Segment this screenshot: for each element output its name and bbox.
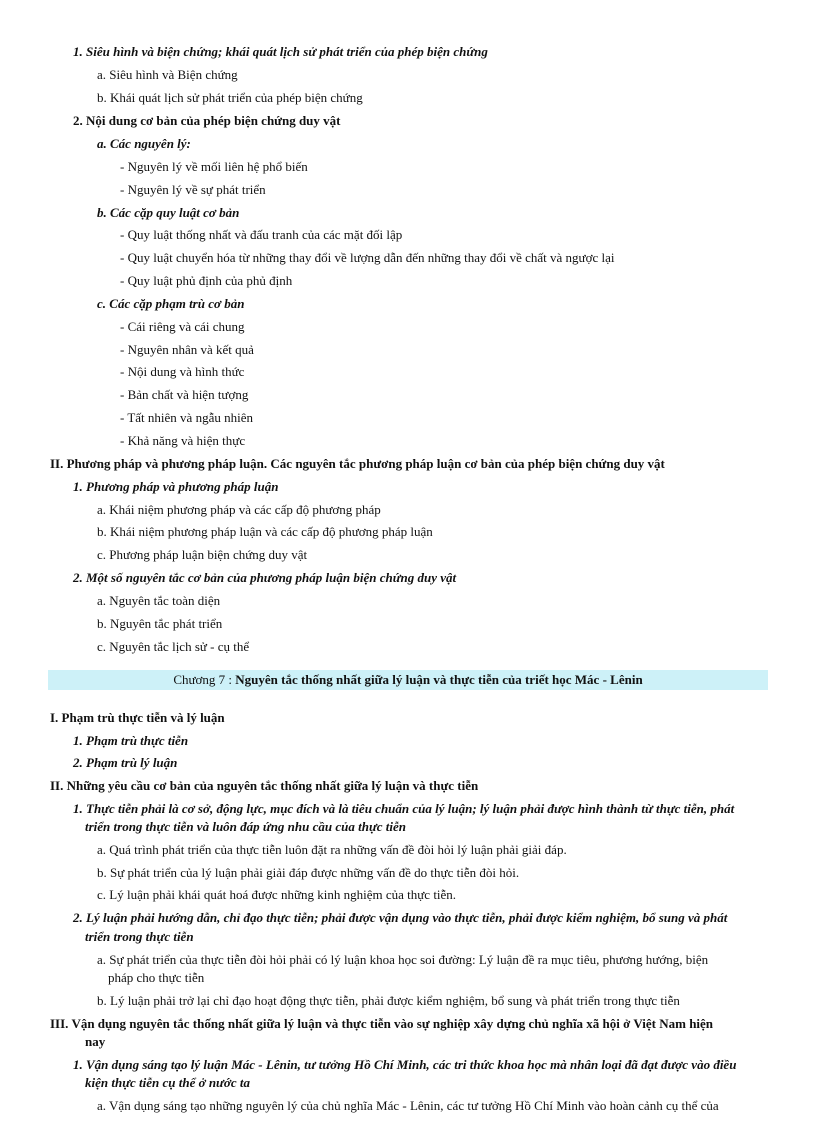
bullet-item: - Khả năng và hiện thực <box>120 433 246 448</box>
subheading-c: c. Các cặp phạm trù cơ bản <box>97 296 245 311</box>
heading-section-1: 1. Phạm trù thực tiễn <box>73 733 189 748</box>
item-b: b. Sự phát triển của lý luận phải giải đáp được những vấn đề do thực tiễn đòi hỏi. <box>97 865 520 880</box>
chapter-title: Nguyên tắc thống nhất giữa lý luận và thực tiễn của triết học Mác - Lênin <box>235 672 643 687</box>
bullet-item: - Nguyên lý về mối liên hệ phổ biến <box>120 159 308 174</box>
bullet-item: - Nguyên lý về sự phát triển <box>120 182 266 197</box>
item-a-cont: pháp cho thực tiễn <box>108 970 205 985</box>
heading-section-2: 2. Lý luận phải hướng dẫn, chỉ đạo thực tiễn; phải được vận dụng vào thực tiễn, phải được kiểm nghiệm, bổ sung và phát <box>73 910 728 925</box>
subheading-a: a. Các nguyên lý: <box>97 136 191 151</box>
heading-section-1-cont: triển trong thực tiễn và luôn đáp ứng nhu cầu của thực tiễn <box>85 819 406 834</box>
item-a: a. Nguyên tắc toàn diện <box>97 593 221 608</box>
heading-section-2-cont: triển trong thực tiễn <box>85 929 194 944</box>
item-b: b. Khái niệm phương pháp luận và các cấp độ phương pháp luận <box>97 524 433 539</box>
bullet-item: - Tất nhiên và ngẫu nhiên <box>120 410 253 425</box>
bullet-item: - Quy luật chuyển hóa từ những thay đổi về lượng dẫn đến những thay đổi về chất và ngược lại <box>120 250 615 265</box>
item-a: a. Vận dụng sáng tạo những nguyên lý của chủ nghĩa Mác - Lênin, các tư tưởng Hồ Chí Minh vào hoàn cảnh cụ thể của <box>97 1098 719 1113</box>
bullet-item: - Quy luật phủ định của phủ định <box>120 273 293 288</box>
heading-section-2: 2. Phạm trù lý luận <box>73 755 178 770</box>
bullet-item: - Quy luật thống nhất và đấu tranh của các mặt đối lập <box>120 227 403 242</box>
heading-section-1: 1. Vận dụng sáng tạo lý luận Mác - Lênin, tư tưởng Hồ Chí Minh, các tri thức khoa học mà nhân loại đã đạt được vào điều <box>73 1057 737 1072</box>
heading-section-2: 2. Một số nguyên tắc cơ bản của phương pháp luận biện chứng duy vật <box>73 570 457 585</box>
item-c: c. Phương pháp luận biện chứng duy vật <box>97 547 308 562</box>
item-c: c. Lý luận phải khái quát hoá được những kinh nghiệm của thực tiễn. <box>97 887 457 902</box>
item-a: a. Khái niệm phương pháp và các cấp độ phương pháp <box>97 502 381 517</box>
heading-section-2: 2. Nội dung cơ bản của phép biện chứng duy vật <box>73 113 341 128</box>
item-b: b. Lý luận phải trở lại chỉ đạo hoạt động thực tiễn, phải được kiểm nghiệm, bổ sung và phát triển trong thực tiễn <box>97 993 680 1008</box>
bullet-item: - Bản chất và hiện tượng <box>120 387 249 402</box>
item-a: a. Quá trình phát triển của thực tiễn luôn đặt ra những vấn đề đòi hỏi lý luận phải giải đáp. <box>97 842 567 857</box>
heading-section-1: 1. Siêu hình và biện chứng; khái quát lịch sử phát triển của phép biện chứng <box>73 44 488 59</box>
item-b: b. Nguyên tắc phát triển <box>97 616 223 631</box>
heading-part-i: I. Phạm trù thực tiễn và lý luận <box>50 710 225 725</box>
chapter-prefix: Chương 7 : <box>173 672 236 687</box>
chapter-banner <box>48 670 768 690</box>
heading-part-ii: II. Những yêu cầu cơ bản của nguyên tắc thống nhất giữa lý luận và thực tiễn <box>50 778 479 793</box>
item-b: b. Khái quát lịch sử phát triển của phép biện chứng <box>97 90 363 105</box>
bullet-item: - Nguyên nhân và kết quả <box>120 342 254 357</box>
heading-section-1: 1. Phương pháp và phương pháp luận <box>73 479 279 494</box>
heading-part-ii: II. Phương pháp và phương pháp luận. Các nguyên tắc phương pháp luận cơ bản của phép biện chứng duy vật <box>50 456 665 471</box>
subheading-b: b. Các cặp quy luật cơ bản <box>97 205 240 220</box>
item-c: c. Nguyên tắc lịch sử - cụ thể <box>97 639 250 654</box>
heading-section-1-cont: kiện thực tiễn cụ thể ở nước ta <box>85 1075 250 1090</box>
bullet-item: - Cái riêng và cái chung <box>120 319 245 334</box>
heading-section-1: 1. Thực tiễn phải là cơ sở, động lực, mục đích và là tiêu chuẩn của lý luận; lý luận phải được hình thành từ thực tiễn, phát <box>73 801 735 816</box>
heading-part-iii-cont: nay <box>85 1034 106 1049</box>
item-a: a. Siêu hình và Biện chứng <box>97 67 238 82</box>
item-a: a. Sự phát triển của thực tiễn đòi hỏi phải có lý luận khoa học soi đường: Lý luận đề ra mục tiêu, phương hướng, biện <box>97 952 709 967</box>
bullet-item: - Nội dung và hình thức <box>120 364 245 379</box>
heading-part-iii: III. Vận dụng nguyên tắc thống nhất giữa lý luận và thực tiễn vào sự nghiệp xây dựng chủ nghĩa xã hội ở Việt Nam hiện <box>50 1016 714 1031</box>
